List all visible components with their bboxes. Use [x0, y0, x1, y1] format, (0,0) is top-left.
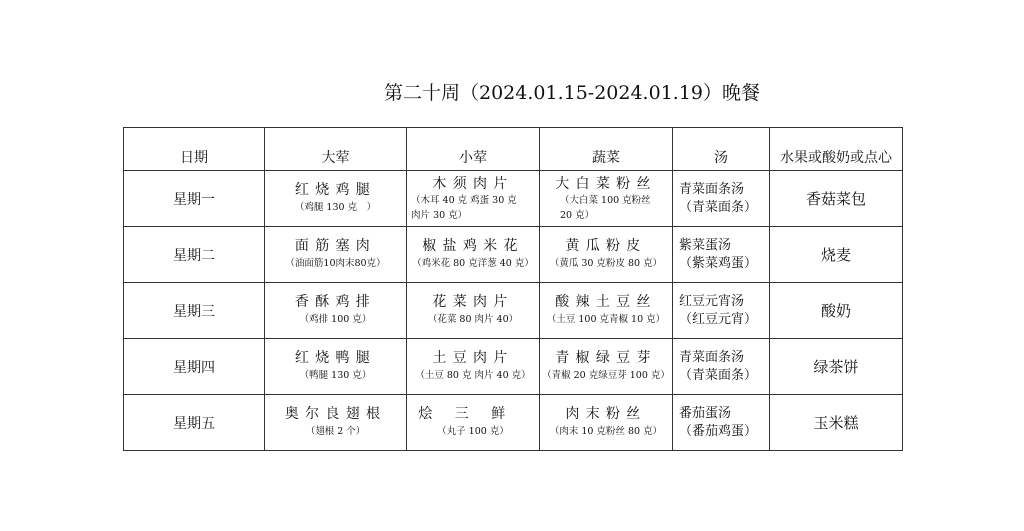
- dish-detail: （土豆 80 克 肉片 40 克）: [415, 370, 531, 381]
- dish-name: 大白菜粉丝: [555, 175, 657, 192]
- dish-detail-line2: 20 克）: [560, 209, 595, 221]
- soup-cell: [673, 395, 770, 451]
- dinner-menu-table: [123, 127, 903, 451]
- soup-detail: （番茄鸡蛋）: [679, 423, 758, 439]
- header-date: 日期: [124, 128, 265, 171]
- dish-detail-line2: 肉片 30 克）: [411, 209, 468, 221]
- soup-detail: （青菜面条）: [679, 199, 758, 215]
- soup-name: 紫菜蛋汤: [679, 237, 732, 253]
- big-meat-cell: [265, 227, 407, 283]
- table-row: [124, 395, 903, 451]
- snack-cell: 绿茶饼: [770, 339, 903, 395]
- dish-detail: （丸子 100 克）: [437, 426, 509, 437]
- dish-name: 土豆肉片: [432, 350, 514, 366]
- dish-name: 香酥鸡排: [294, 294, 377, 310]
- dish-detail: （鸡米花 80 克洋葱 40 克）: [412, 258, 534, 269]
- small-meat-cell: [407, 283, 540, 339]
- soup-cell: [673, 171, 770, 227]
- dish-detail: （鸡腿 130 克 ）: [294, 202, 377, 213]
- dish-name: 红烧鸭腿: [294, 350, 377, 366]
- soup-detail: （青菜面条）: [679, 367, 758, 383]
- dish-name: 红烧鸡腿: [294, 182, 377, 198]
- day-cell: 星期二: [124, 227, 265, 283]
- soup-name: 青菜面条汤: [679, 181, 745, 197]
- vegetable-cell: [540, 227, 673, 283]
- dish-detail: （大白菜 100 克粉丝: [560, 194, 651, 206]
- soup-detail: （红豆元宵）: [679, 311, 758, 327]
- big-meat-cell: [265, 283, 407, 339]
- small-meat-cell: [407, 227, 540, 283]
- dish-name: 奥尔良翅根: [284, 406, 387, 422]
- dish-detail: （油面筋10肉末80克）: [285, 258, 386, 269]
- dish-detail: （花菜 80 肉片 40）: [427, 314, 519, 325]
- dish-detail: （鸭腿 130 克）: [299, 370, 372, 381]
- snack-cell: 酸奶: [770, 283, 903, 339]
- dish-name: 面筋塞肉: [294, 238, 377, 254]
- dish-name: 黄瓜粉皮: [565, 238, 647, 254]
- soup-detail: （紫菜鸡蛋）: [679, 255, 758, 271]
- snack-cell: 玉米糕: [770, 395, 903, 451]
- table-row: [124, 283, 903, 339]
- day-cell: 星期三: [124, 283, 265, 339]
- page-title: 第二十周（2024.01.15-2024.01.19）晚餐: [384, 82, 760, 104]
- dish-detail: （青椒 20 克绿豆芽 100 克）: [542, 370, 670, 381]
- small-meat-cell: [407, 171, 540, 227]
- dish-name: 酸辣土豆丝: [555, 294, 657, 310]
- day-cell: 星期一: [124, 171, 265, 227]
- dish-name: 花菜肉片: [432, 294, 514, 310]
- day-cell: 星期四: [124, 339, 265, 395]
- dish-name: 木须肉片: [432, 175, 514, 192]
- soup-name: 番茄蛋汤: [679, 405, 732, 421]
- big-meat-cell: [265, 339, 407, 395]
- big-meat-cell: [265, 395, 407, 451]
- dish-detail: （木耳 40 克 鸡蛋 30 克: [411, 194, 517, 206]
- day-cell: 星期五: [124, 395, 265, 451]
- dish-name: 肉末粉丝: [565, 406, 647, 422]
- soup-cell: [673, 283, 770, 339]
- vegetable-cell: [540, 283, 673, 339]
- table-row: [124, 339, 903, 395]
- vegetable-cell: [540, 339, 673, 395]
- header-vegetable: 蔬菜: [540, 128, 673, 171]
- dish-detail: （肉末 10 克粉丝 80 克）: [549, 426, 663, 437]
- small-meat-cell: [407, 395, 540, 451]
- dish-detail: （土豆 100 克青椒 10 克）: [546, 314, 666, 325]
- soup-name: 红豆元宵汤: [679, 293, 745, 309]
- table-row: [124, 171, 903, 227]
- header-row: [124, 128, 903, 171]
- dish-name: 烩三鲜: [418, 406, 528, 422]
- snack-cell: 烧麦: [770, 227, 903, 283]
- snack-cell: 香菇菜包: [770, 171, 903, 227]
- dish-detail: （翅根 2 个）: [305, 426, 366, 437]
- dish-detail: （鸡排 100 克）: [299, 314, 372, 325]
- big-meat-cell: [265, 171, 407, 227]
- dish-name: 椒盐鸡米花: [422, 238, 524, 254]
- vegetable-cell: [540, 171, 673, 227]
- dish-detail: （黄瓜 30 克粉皮 80 克）: [549, 258, 663, 269]
- vegetable-cell: [540, 395, 673, 451]
- soup-name: 青菜面条汤: [679, 349, 745, 365]
- soup-cell: [673, 227, 770, 283]
- header-big-meat: 大荤: [265, 128, 407, 171]
- header-soup: 汤: [673, 128, 770, 171]
- header-small-meat: 小荤: [407, 128, 540, 171]
- table-row: [124, 227, 903, 283]
- small-meat-cell: [407, 339, 540, 395]
- dish-name: 青椒绿豆芽: [555, 350, 657, 366]
- soup-cell: [673, 339, 770, 395]
- header-snack: 水果或酸奶或点心: [770, 128, 903, 171]
